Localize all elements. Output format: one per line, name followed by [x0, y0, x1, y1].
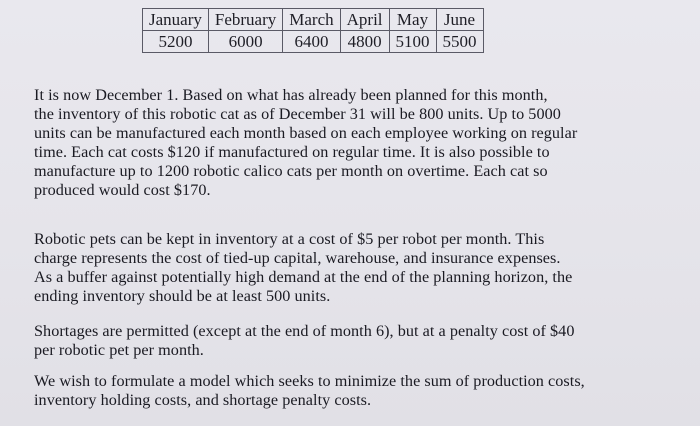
month-cell: May — [389, 9, 436, 31]
table-header-row — [143, 9, 484, 31]
month-cell: June — [436, 9, 483, 31]
month-cell: January — [143, 9, 209, 31]
text-line: As a buffer against potentially high demand at the end of the planning horizon, the — [34, 268, 573, 286]
text-line: produced would cost $170. — [34, 181, 211, 199]
demand-cell: 5200 — [143, 31, 209, 53]
text-line: ending inventory should be at least 500 units. — [34, 287, 331, 305]
paragraph-objective — [34, 372, 674, 410]
month-cell: February — [208, 9, 282, 31]
text-line: Robotic pets can be kept in inventory at a cost of $5 per robot per month. This — [34, 230, 545, 248]
paragraph-production — [34, 86, 674, 200]
text-line: Shortages are permitted (except at the end of month 6), but at a penalty cost of $40 — [34, 322, 575, 340]
demand-cell: 6000 — [208, 31, 282, 53]
table-value-row — [143, 31, 484, 53]
text-line: It is now December 1. Based on what has already been planned for this month, — [34, 86, 548, 104]
demand-cell: 5100 — [389, 31, 436, 53]
month-cell: March — [283, 9, 340, 31]
text-line: per robotic pet per month. — [34, 341, 204, 359]
paragraph-inventory — [34, 230, 674, 306]
demand-table — [142, 8, 484, 53]
text-line: inventory holding costs, and shortage penalty costs. — [34, 391, 372, 409]
text-line: charge represents the cost of tied-up capital, warehouse, and insurance expenses. — [34, 249, 561, 267]
text-line: time. Each cat costs $120 if manufactured on regular time. It is also possible to — [34, 143, 550, 161]
paragraph-shortages — [34, 322, 674, 360]
demand-cell: 5500 — [436, 31, 483, 53]
demand-cell: 6400 — [283, 31, 340, 53]
text-line: We wish to formulate a model which seeks to minimize the sum of production costs, — [34, 372, 585, 390]
demand-cell: 4800 — [340, 31, 389, 53]
month-cell: April — [340, 9, 389, 31]
text-line: manufacture up to 1200 robotic calico cats per month on overtime. Each cat so — [34, 162, 548, 180]
text-line: units can be manufactured each month based on each employee working on regular — [34, 124, 578, 142]
text-line: the inventory of this robotic cat as of December 31 will be 800 units. Up to 5000 — [34, 105, 561, 123]
